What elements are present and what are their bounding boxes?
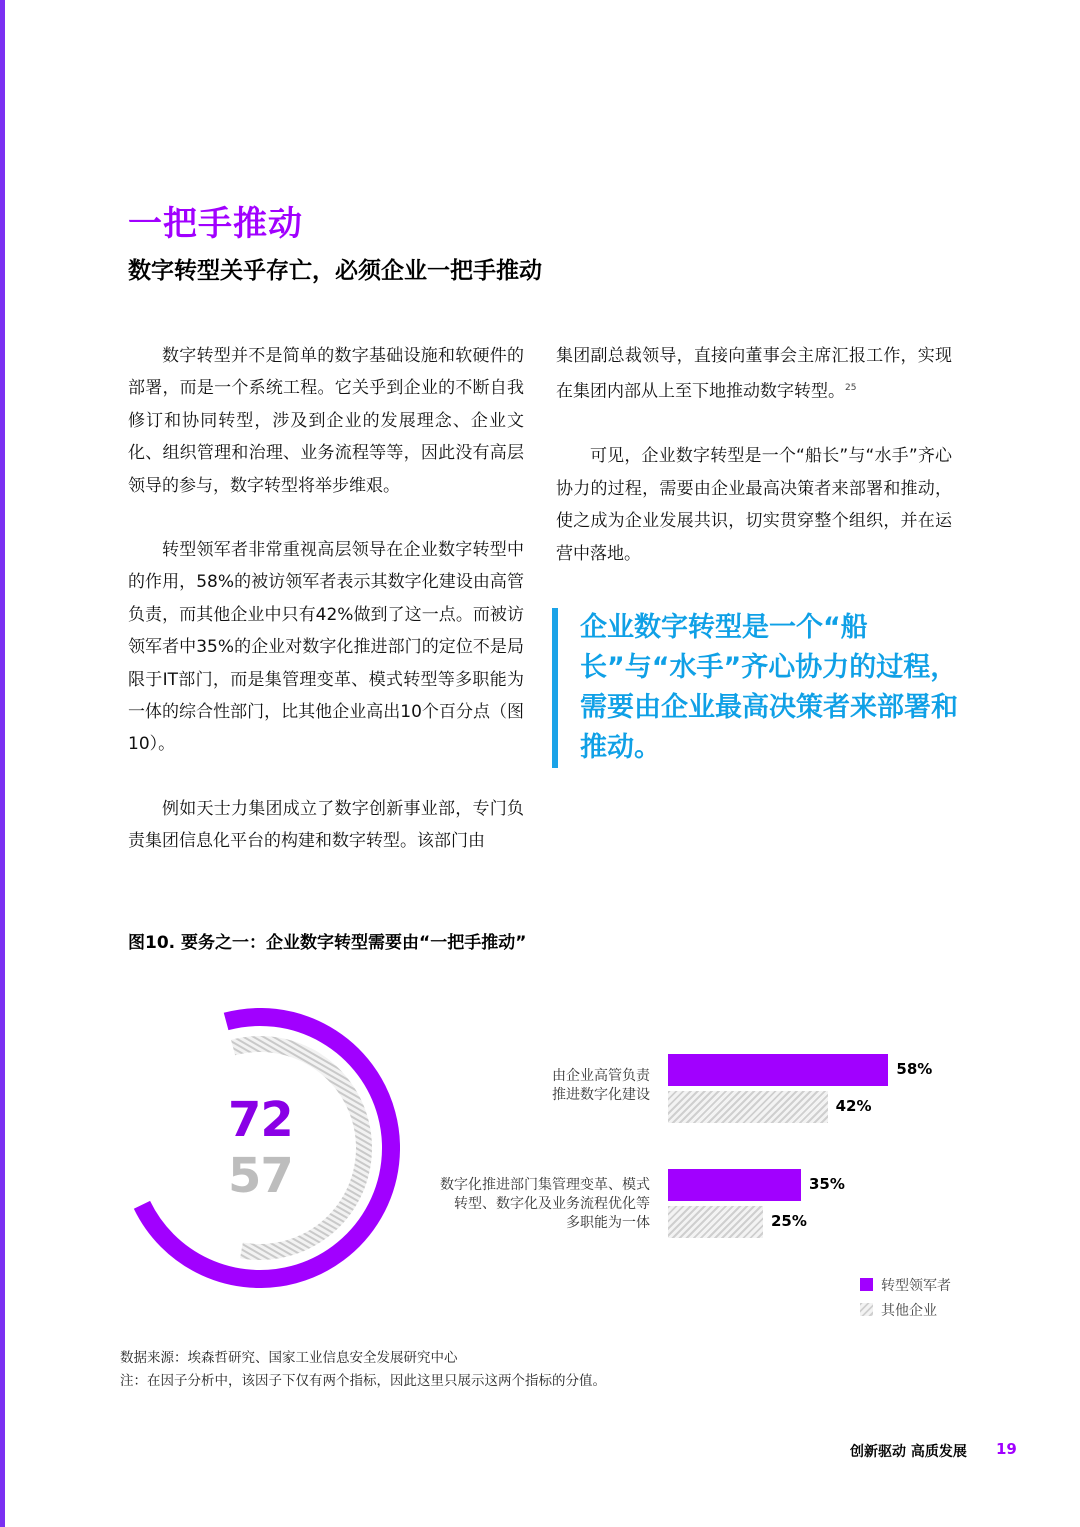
donut-value-others: 57 [228, 1148, 293, 1204]
legend-swatch-leaders [860, 1278, 873, 1291]
section-subheading: 数字转型关乎存亡，必须企业一把手推动 [128, 258, 542, 284]
figure-title: 图10. 要务之一：企业数字转型需要由“一把手推动” [128, 933, 527, 953]
footnote-ref: 25 [845, 383, 857, 394]
paragraph: 可见，企业数字转型是一个“船长”与“水手”齐心协力的过程，需要由企业最高决策者来部署和推动，使之成为企业发展共识，切实贯穿整个组织，并在运营中落地。 [556, 446, 952, 564]
bar-value-label: 58% [896, 1060, 933, 1078]
footnote: 注：在因子分析中，该因子下仅有两个指标，因此这里只展示这两个指标的分值。 [120, 1373, 606, 1389]
source-note: 数据来源：埃森哲研究、国家工业信息安全发展研究中心 [120, 1350, 458, 1366]
donut-value-leaders: 72 [228, 1092, 293, 1148]
page-number: 19 [996, 1440, 1017, 1458]
paragraph: 例如天士力集团成立了数字创新事业部，专门负责集团信息化平台的构建和数字转型。该部门由 [128, 798, 524, 852]
section-heading: 一把手推动 [128, 204, 303, 244]
legend-swatch-others [860, 1303, 873, 1316]
paragraph-text: 集团副总裁领导，直接向董事会主席汇报工作，实现在集团内部从上至下地推动数字转型。 [556, 346, 952, 403]
legend-label: 转型领军者 [881, 1278, 951, 1294]
page-edge-accent [0, 0, 5, 1527]
right-column [556, 340, 952, 602]
bar-value-label: 35% [809, 1175, 845, 1193]
footer-text: 创新驱动 高质发展 [850, 1444, 967, 1460]
bar-value-label: 25% [771, 1212, 807, 1230]
paragraph: 数字转型并不是简单的数字基础设施和软硬件的部署，而是一个系统工程。它关乎到企业的不断自我修订和协同转型，涉及到企业的发展理念、企业文化、组织管理和治理、业务流程等等，因此没有高层领导的参与，数字转型将举步维艰。 [128, 346, 524, 496]
pull-quote: 企业数字转型是一个“船长”与“水手”齐心协力的过程，需要由企业最高决策者来部署和推动。 [552, 608, 980, 768]
paragraph: 转型领军者非常重视高层领导在企业数字转型中的作用，58%的被访领军者表示其数字化建设由高管负责，而其他企业中只有42%做到了这一点。而被访领军者中35%的企业对数字化推进部门的定位不是局限于IT部门，而是集管理变革、模式转型等多职能为一体的综合性部门，比其他企业高出10个百分点（图10）。 [128, 540, 524, 755]
bar-others [668, 1206, 763, 1238]
bar-category-label: 数字化推进部门集管理变革、模式 转型、数字化及业务流程优化等 多职能为一体 [440, 1177, 650, 1231]
bar-leaders [668, 1169, 801, 1201]
bar-others [668, 1091, 828, 1123]
left-column [128, 340, 524, 890]
legend-label: 其他企业 [881, 1303, 937, 1319]
bar-category-label: 由企业高管负责 推进数字化建设 [552, 1068, 650, 1103]
paragraph [556, 340, 952, 408]
bar-leaders [668, 1054, 888, 1086]
bar-value-label: 42% [835, 1097, 872, 1115]
